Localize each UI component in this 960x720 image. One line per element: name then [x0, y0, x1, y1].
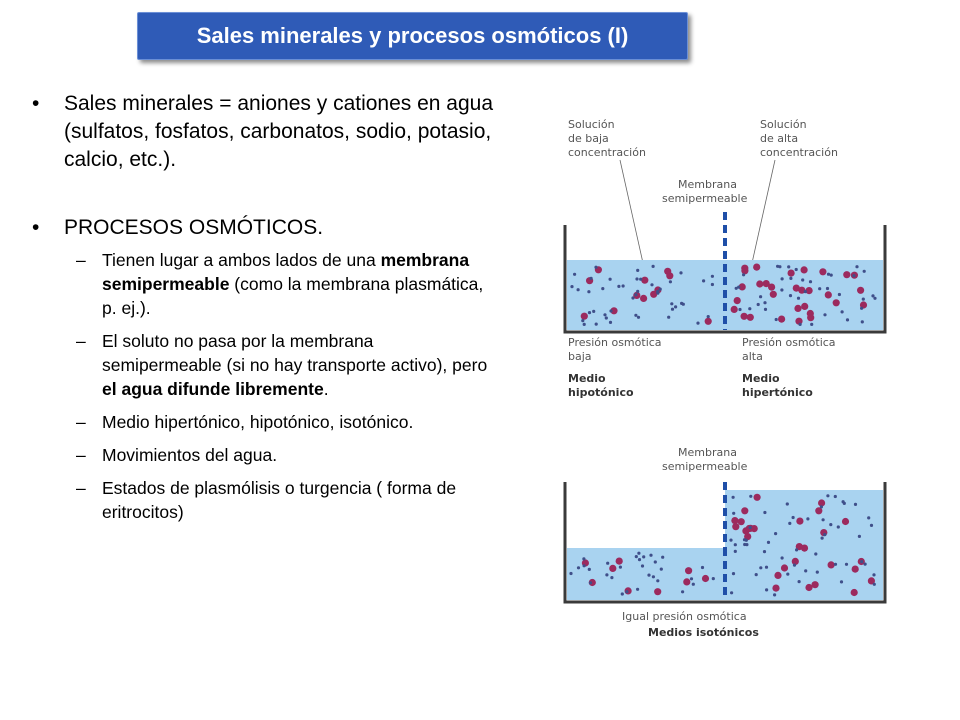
water-molecule	[707, 315, 710, 318]
water-molecule	[846, 318, 849, 321]
water-molecule	[801, 278, 804, 281]
water-molecule	[577, 288, 580, 291]
water-molecule	[861, 320, 864, 323]
solute-particle	[842, 518, 849, 525]
water-molecule	[809, 280, 812, 283]
water-molecule	[830, 274, 833, 277]
water-molecule	[764, 308, 767, 311]
solute-particle	[828, 561, 835, 568]
water-molecule	[789, 294, 792, 297]
solute-particle	[640, 295, 647, 302]
water-molecule	[786, 502, 789, 505]
water-molecule	[671, 308, 674, 311]
water-molecule	[631, 296, 634, 299]
water-molecule	[650, 283, 653, 286]
water-molecule	[609, 309, 612, 312]
water-molecule	[636, 290, 639, 293]
sub-item-soluto: – El soluto no pasa por la membrana semipermeable (si no hay transporte activo), pero el agua difunde libremente.	[76, 331, 488, 399]
water-molecule	[670, 302, 673, 305]
water-molecule	[729, 539, 732, 542]
water-molecule	[792, 516, 795, 519]
water-molecule	[679, 271, 682, 274]
solute-particle	[843, 271, 850, 278]
water-molecule	[788, 522, 791, 525]
solute-particle	[731, 306, 738, 313]
water-molecule	[635, 555, 638, 558]
water-molecule	[692, 583, 695, 586]
label-hypotonic-2: hipotónico	[568, 386, 634, 399]
solute-particle	[741, 313, 748, 320]
bullet-icon: •	[32, 216, 40, 239]
water-molecule	[860, 307, 863, 310]
water-molecule	[773, 593, 776, 596]
dash-icon: –	[76, 331, 86, 351]
label-membrane-top-2: semipermeable	[662, 192, 748, 205]
water-molecule	[590, 277, 593, 280]
solute-particle	[666, 272, 673, 279]
solute-particle	[734, 297, 741, 304]
water-molecule	[659, 288, 662, 291]
solute-particle	[801, 266, 808, 273]
label-equal-pressure: Igual presión osmótica	[622, 610, 747, 623]
label-high-concentration-2: de alta	[760, 132, 799, 145]
water-molecule	[864, 563, 867, 566]
solute-particle	[616, 558, 623, 565]
water-molecule	[732, 572, 735, 575]
water-molecule	[829, 523, 832, 526]
water-molecule	[774, 532, 777, 535]
label-high-pressure-1: Presión osmótica	[742, 336, 836, 349]
water-molecule	[641, 564, 644, 567]
solute-particle	[825, 291, 832, 298]
solute-particle	[754, 494, 761, 501]
water-molecule	[594, 266, 597, 269]
water-molecule	[781, 277, 784, 280]
water-molecule	[818, 287, 821, 290]
water-molecule	[826, 494, 829, 497]
water-molecule	[622, 284, 625, 287]
solute-particle	[768, 284, 775, 291]
label-high-concentration-3: concentración	[760, 146, 838, 159]
label-low-pressure-1: Presión osmótica	[568, 336, 662, 349]
dash-icon: –	[76, 412, 86, 432]
water-molecule	[734, 543, 737, 546]
bottom-container	[565, 482, 885, 602]
water-molecule	[680, 302, 683, 305]
water-molecule	[789, 277, 792, 280]
water-molecule	[872, 573, 875, 576]
water-molecule	[810, 323, 813, 326]
water-molecule	[804, 569, 807, 572]
water-molecule	[806, 517, 809, 520]
water-molecule	[765, 588, 768, 591]
water-molecule	[636, 269, 639, 272]
solute-particle	[741, 267, 748, 274]
water-molecule	[862, 298, 865, 301]
water-molecule	[735, 287, 738, 290]
label-hypertonic-1: Medio	[742, 372, 780, 385]
water-molecule	[730, 591, 733, 594]
water-molecule	[871, 294, 874, 297]
water-molecule	[840, 580, 843, 583]
label-high-concentration-1: Solución	[760, 118, 807, 131]
label-low-concentration-1: Solución	[568, 118, 615, 131]
water-molecule	[669, 280, 672, 283]
water-molecule	[852, 274, 855, 277]
solute-particle	[807, 314, 814, 321]
water-molecule	[759, 566, 762, 569]
water-molecule	[637, 552, 640, 555]
water-molecule	[674, 305, 677, 308]
water-molecule	[582, 557, 585, 560]
solute-particle	[833, 299, 840, 306]
water-molecule	[610, 576, 613, 579]
water-molecule	[638, 558, 641, 561]
bottom-water-left	[567, 548, 725, 600]
water-molecule	[587, 290, 590, 293]
water-molecule	[860, 560, 863, 563]
water-molecule	[681, 590, 684, 593]
water-molecule	[821, 537, 824, 540]
water-molecule	[732, 512, 735, 515]
solute-particle	[819, 268, 826, 275]
dash-icon: –	[76, 478, 86, 498]
water-molecule	[748, 307, 751, 310]
slide-title: Sales minerales y procesos osmóticos (I)	[196, 23, 629, 48]
water-molecule	[701, 566, 704, 569]
bullet-text: Sales minerales = aniones y cationes en agua (sulfatos, fosfatos, carbonatos, sodio, potasio, calcio, etc.).	[64, 92, 494, 171]
water-molecule	[814, 552, 817, 555]
water-molecule	[581, 319, 584, 322]
water-molecule	[601, 287, 604, 290]
solute-particle	[770, 291, 777, 298]
water-molecule	[652, 575, 655, 578]
water-molecule	[589, 581, 592, 584]
solute-particle	[852, 566, 859, 573]
water-molecule	[798, 580, 801, 583]
water-molecule	[639, 278, 642, 281]
water-molecule	[637, 316, 640, 319]
water-molecule	[577, 566, 580, 569]
water-molecule	[592, 310, 595, 313]
sub-item-movimientos: – Movimientos del agua.	[76, 445, 278, 465]
label-membrane-top-1: Membrana	[678, 178, 737, 191]
water-molecule	[660, 568, 663, 571]
solute-particle	[747, 314, 754, 321]
water-molecule	[867, 516, 870, 519]
water-molecule	[661, 556, 664, 559]
water-molecule	[834, 563, 837, 566]
solute-particle	[732, 523, 739, 530]
top-container	[565, 212, 885, 332]
water-molecule	[786, 573, 789, 576]
solute-particle	[793, 285, 800, 292]
water-molecule	[795, 268, 798, 271]
water-molecule	[606, 562, 609, 565]
water-molecule	[820, 505, 823, 508]
solute-particle	[609, 565, 616, 572]
label-low-pressure-2: baja	[568, 350, 592, 363]
water-molecule	[588, 568, 591, 571]
water-molecule	[583, 323, 586, 326]
label-membrane-bottom-2: semipermeable	[662, 460, 748, 473]
water-molecule	[711, 275, 714, 278]
water-molecule	[873, 583, 876, 586]
water-molecule	[787, 265, 790, 268]
water-molecule	[778, 265, 781, 268]
water-molecule	[603, 313, 606, 316]
water-molecule	[755, 573, 758, 576]
water-molecule	[845, 563, 848, 566]
water-molecule	[858, 535, 861, 538]
label-low-concentration-2: de baja	[568, 132, 609, 145]
water-molecule	[583, 564, 586, 567]
solute-particle	[774, 572, 781, 579]
water-molecule	[799, 323, 802, 326]
water-molecule	[816, 571, 819, 574]
water-molecule	[696, 322, 699, 325]
water-molecule	[855, 265, 858, 268]
solute-particle	[806, 287, 813, 294]
pointer-line-right	[750, 160, 775, 272]
water-molecule	[711, 283, 714, 286]
solute-particle	[641, 277, 648, 284]
water-molecule	[732, 496, 735, 499]
solute-particle	[581, 313, 588, 320]
solute-particle	[654, 588, 661, 595]
water-molecule	[822, 518, 825, 521]
water-molecule	[702, 279, 705, 282]
water-molecule	[834, 495, 837, 498]
bullet-text: PROCESOS OSMÓTICOS.	[64, 216, 324, 239]
water-molecule	[759, 295, 762, 298]
water-molecule	[765, 566, 768, 569]
water-molecule	[656, 579, 659, 582]
water-molecule	[749, 495, 752, 498]
water-molecule	[625, 590, 628, 593]
water-molecule	[609, 321, 612, 324]
water-molecule	[667, 316, 670, 319]
solute-particle	[851, 589, 858, 596]
sub-item-medio: – Medio hipertónico, hipotónico, isotónico.	[76, 412, 414, 432]
solute-particle	[801, 303, 808, 310]
water-molecule	[605, 316, 608, 319]
water-molecule	[619, 566, 622, 569]
solute-particle	[781, 564, 788, 571]
water-molecule	[749, 526, 752, 529]
water-molecule	[826, 287, 829, 290]
water-molecule	[656, 292, 659, 295]
water-molecule	[763, 301, 766, 304]
sub-item-plasmolisis: – Estados de plasmólisis o turgencia ( forma de eritrocitos)	[76, 478, 457, 522]
dash-icon: –	[76, 250, 86, 270]
dash-icon: –	[76, 445, 86, 465]
solute-particle	[794, 305, 801, 312]
water-molecule	[837, 525, 840, 528]
solute-particle	[805, 584, 812, 591]
bullet-icon: •	[32, 92, 40, 115]
water-molecule	[763, 550, 766, 553]
solute-particle	[685, 567, 692, 574]
water-molecule	[795, 548, 798, 551]
solute-particle	[741, 507, 748, 514]
label-low-concentration-3: concentración	[568, 146, 646, 159]
bullet-sales-minerales	[26, 90, 494, 174]
solute-particle	[796, 518, 803, 525]
solute-particle	[778, 316, 785, 323]
osmosis-diagram	[530, 100, 890, 665]
water-molecule	[649, 554, 652, 557]
solute-particle	[731, 517, 738, 524]
water-molecule	[642, 555, 645, 558]
label-membrane-bottom-1: Membrana	[678, 446, 737, 459]
water-molecule	[647, 574, 650, 577]
water-molecule	[757, 303, 760, 306]
water-molecule	[654, 560, 657, 563]
water-molecule	[804, 290, 807, 293]
title-banner	[137, 12, 688, 60]
solute-particle	[705, 318, 712, 325]
water-molecule	[743, 538, 746, 541]
solute-particle	[753, 264, 760, 271]
water-molecule	[823, 533, 826, 536]
water-molecule	[841, 310, 844, 313]
water-molecule	[854, 503, 857, 506]
water-molecule	[635, 277, 638, 280]
solute-particle	[756, 280, 763, 287]
water-molecule	[634, 314, 637, 317]
water-molecule	[767, 541, 770, 544]
water-molecule	[870, 524, 873, 527]
water-molecule	[793, 564, 796, 567]
water-molecule	[863, 270, 866, 273]
water-molecule	[609, 278, 612, 281]
water-molecule	[780, 288, 783, 291]
label-hypertonic-2: hipertónico	[742, 386, 813, 399]
water-molecule	[781, 556, 784, 559]
water-molecule	[570, 285, 573, 288]
solute-particle	[702, 575, 709, 582]
solute-particle	[772, 585, 779, 592]
water-molecule	[823, 313, 826, 316]
water-molecule	[797, 297, 800, 300]
pointer-line-left	[620, 160, 645, 272]
label-isotonic: Medios isotónicos	[648, 626, 759, 639]
water-molecule	[734, 550, 737, 553]
label-hypotonic-1: Medio	[568, 372, 606, 385]
water-molecule	[690, 577, 693, 580]
water-molecule	[617, 285, 620, 288]
water-molecule	[588, 311, 591, 314]
water-molecule	[652, 265, 655, 268]
water-molecule	[775, 318, 778, 321]
water-molecule	[738, 308, 741, 311]
water-molecule	[636, 588, 639, 591]
bullet-procesos	[26, 214, 494, 242]
water-molecule	[763, 511, 766, 514]
water-molecule	[634, 293, 637, 296]
water-molecule	[621, 592, 624, 595]
water-molecule	[573, 273, 576, 276]
water-molecule	[742, 273, 745, 276]
water-molecule	[843, 502, 846, 505]
water-molecule	[838, 293, 841, 296]
water-molecule	[743, 543, 746, 546]
water-molecule	[569, 572, 572, 575]
bold-membrana: membrana semipermeable	[102, 250, 470, 294]
label-high-pressure-2: alta	[742, 350, 763, 363]
solute-particle	[857, 287, 864, 294]
slide-body	[26, 90, 494, 524]
sub-item-membrana: – Tienen lugar a ambos lados de una membrana semipermeable (como la membrana plasmática, p. ej.).	[76, 250, 484, 318]
solute-particle	[738, 518, 745, 525]
bold-agua: el agua difunde libremente	[102, 379, 324, 399]
solute-particle	[788, 270, 795, 277]
water-molecule	[712, 577, 715, 580]
water-molecule	[605, 573, 608, 576]
water-molecule	[595, 323, 598, 326]
solute-particle	[683, 578, 690, 585]
